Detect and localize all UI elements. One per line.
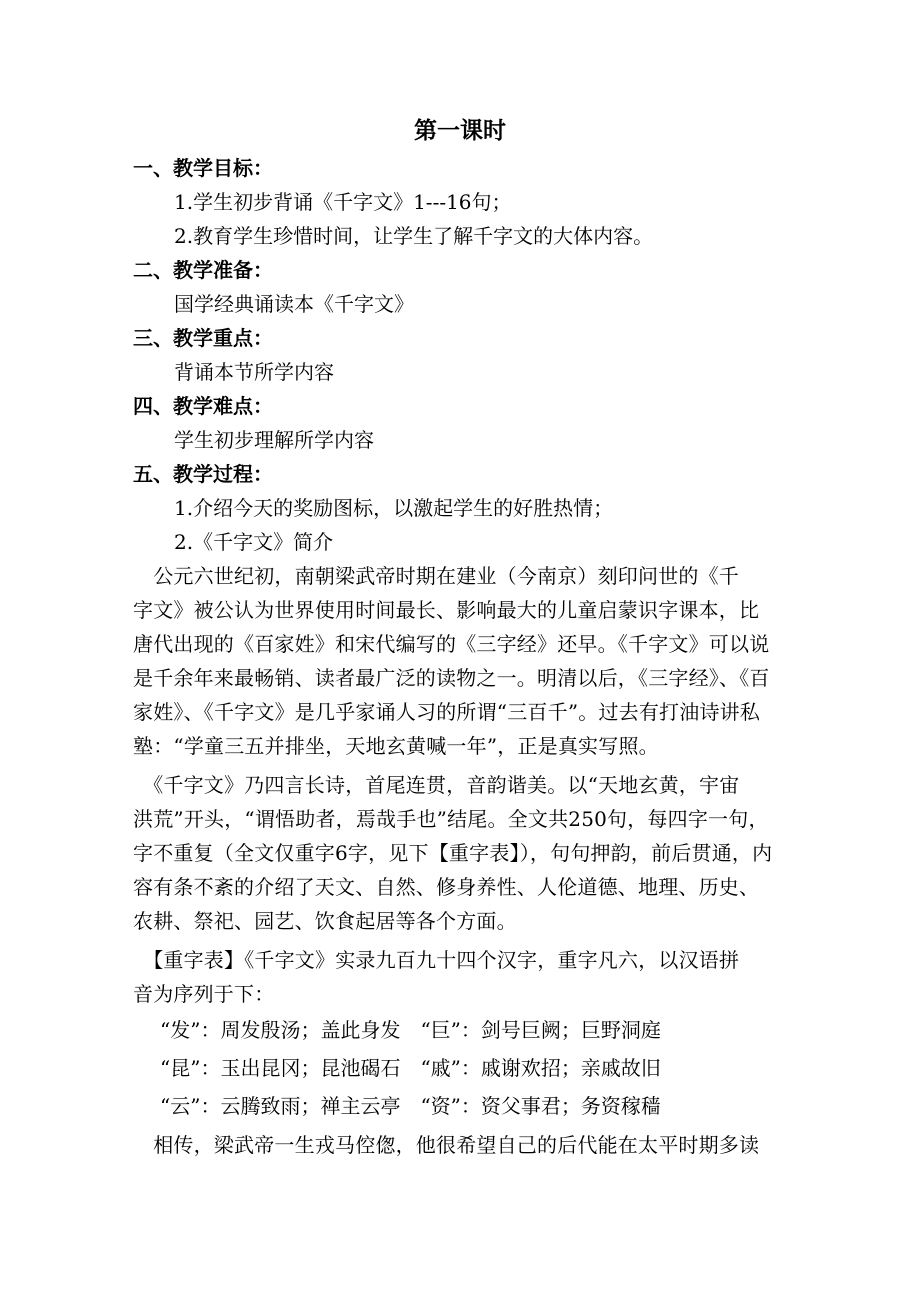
- description-paragraph-line: 字不重复（全文仅重字6字，见下【重字表】），句句押韵，前后贯通，内: [133, 841, 773, 865]
- section-heading-preparation: 二、教学准备：: [133, 258, 273, 282]
- process-item-2: 2.《千字文》简介: [174, 530, 334, 554]
- description-paragraph-line: 洪荒”开头，“谓悟助者，焉哉手也”结尾。全文共250句，每四字一句，: [133, 807, 769, 831]
- intro-paragraph-line: 字文》被公认为世界使用时间最长、影响最大的儿童启蒙识字课本，比: [133, 598, 760, 622]
- description-paragraph-line: 农耕、祭祀、园艺、饮食起居等各个方面。: [133, 909, 517, 933]
- intro-paragraph-line: 塾：“学童三五并排坐，天地玄黄喊一年”，正是真实写照。: [133, 734, 659, 758]
- duplicate-table-intro-line: 【重字表】《千字文》实录九百九十四个汉字，重字凡六，以汉语拼: [133, 948, 740, 972]
- section-heading-difficulties: 四、教学难点：: [133, 394, 273, 418]
- intro-paragraph-line: 家姓》、《千字文》是几乎家诵人习的所谓“三百千”。过去有打油诗讲私: [133, 700, 761, 724]
- duplicate-char-line: “昆”：玉出昆冈；昆池碣石 “戚”：戚谢欢招；亲戚故旧: [160, 1056, 661, 1080]
- intro-paragraph-line: 是千余年来最畅销、读者最广泛的读物之一。明清以后，《三字经》、《百: [133, 666, 770, 690]
- duplicate-table-intro-line: 音为序列于下：: [133, 982, 275, 1006]
- legend-paragraph-line: 相传，梁武帝一生戎马倥偬，他很希望自己的后代能在太平时期多读: [133, 1133, 760, 1157]
- section-heading-key-points: 三、教学重点：: [133, 326, 273, 350]
- intro-paragraph-line: 公元六世纪初，南朝梁武帝时期在建业（今南京）刻印问世的《千: [133, 564, 739, 588]
- intro-paragraph-line: 唐代出现的《百家姓》和宋代编写的《三字经》还早。《千字文》可以说: [133, 632, 770, 656]
- difficulties-content: 学生初步理解所学内容: [174, 428, 374, 452]
- key-points-content: 背诵本节所学内容: [174, 360, 334, 384]
- process-item-1: 1.介绍今天的奖励图标，以激起学生的好胜热情；: [174, 496, 614, 520]
- section-heading-objectives: 一、教学目标：: [133, 156, 273, 180]
- duplicate-char-line: “云”：云腾致雨；禅主云亭 “资”：资父事君；务资稼穑: [160, 1094, 661, 1118]
- objective-item-2: 2.教育学生珍惜时间，让学生了解千字文的大体内容。: [174, 224, 654, 248]
- section-heading-process: 五、教学过程：: [133, 462, 273, 486]
- objective-item-1: 1.学生初步背诵《千字文》1---16句；: [174, 190, 512, 214]
- description-paragraph-line: 容有条不紊的介绍了天文、自然、修身养性、人伦道德、地理、历史、: [133, 875, 760, 899]
- description-paragraph-line: 《千字文》乃四言长诗，首尾连贯，音韵谐美。以“天地玄黄，宇宙: [133, 773, 740, 797]
- preparation-content: 国学经典诵读本《千字文》: [174, 292, 414, 316]
- duplicate-char-line: “发”：周发殷汤；盖此身发 “巨”：剑号巨阙；巨野洞庭: [160, 1018, 661, 1042]
- page-title: 第一课时: [414, 117, 506, 144]
